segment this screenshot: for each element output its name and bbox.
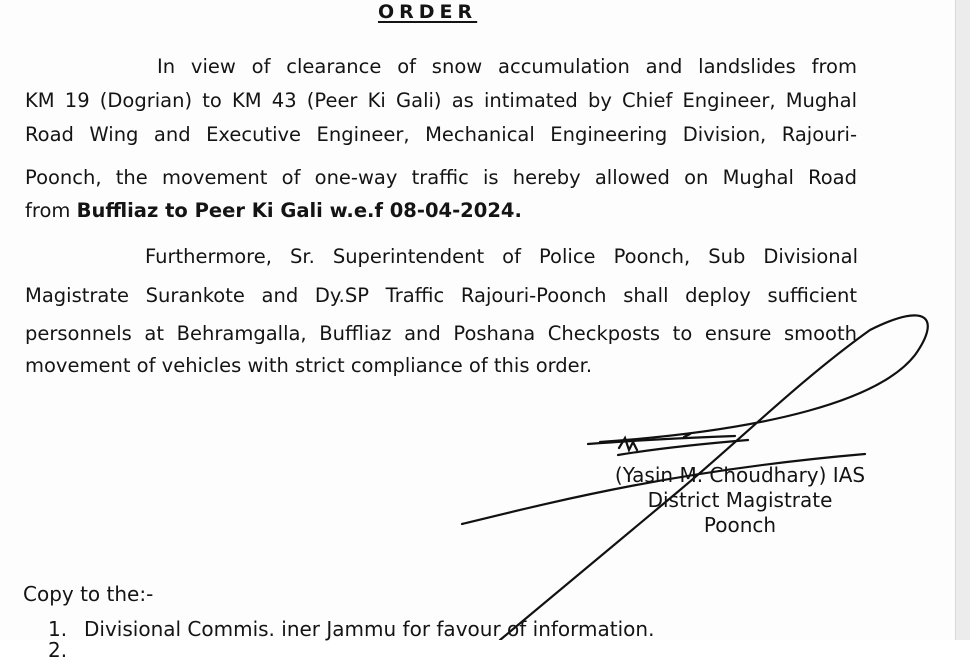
- effective-date-statement: Buffliaz to Peer Ki Gali w.e.f 08-04-2024.: [76, 199, 522, 222]
- paragraph1-line1: In view of clearance of snow accumulation and landslides from: [157, 55, 857, 78]
- paragraph2-line2: Magistrate Surankote and Dy.SP Traffic Rajouri-Poonch shall deploy sufficient: [25, 284, 857, 307]
- signatory-designation: District Magistrate: [647, 488, 833, 512]
- paragraph1-line3: Road Wing and Executive Engineer, Mechanical Engineering Division, Rajouri-: [25, 123, 857, 146]
- signatory-location: Poonch: [703, 513, 777, 537]
- scan-edge: [955, 0, 970, 640]
- signatory-block: [590, 463, 890, 538]
- copy-to-item-number: 1.: [48, 617, 68, 641]
- copy-to-item-text: Divisional Commis. iner Jammu for favour of information.: [84, 617, 655, 641]
- paragraph2-line1: Furthermore, Sr. Superintendent of Police Poonch, Sub Divisional: [145, 245, 858, 268]
- copy-to-item: [48, 638, 84, 662]
- paragraph2-line3: personnels at Behramgalla, Buffliaz and Poshana Checkposts to ensure smooth: [25, 322, 857, 345]
- paragraph1-line5-prefix: from: [25, 199, 71, 222]
- copy-to-item-number: 2.: [48, 638, 68, 662]
- order-title: ORDER: [378, 1, 478, 23]
- paragraph1-line5: [25, 199, 857, 223]
- copy-to-item: [48, 617, 654, 641]
- paragraph1-line2: KM 19 (Dogrian) to KM 43 (Peer Ki Gali) as intimated by Chief Engineer, Mughal: [25, 89, 857, 112]
- paragraph2-line4: movement of vehicles with strict compliance of this order.: [25, 354, 593, 377]
- copy-to-heading: Copy to the:-: [23, 582, 154, 606]
- paragraph1-line4: Poonch, the movement of one-way traffic is hereby allowed on Mughal Road: [25, 166, 857, 189]
- signatory-name: (Yasin M. Choudhary) IAS: [614, 463, 866, 487]
